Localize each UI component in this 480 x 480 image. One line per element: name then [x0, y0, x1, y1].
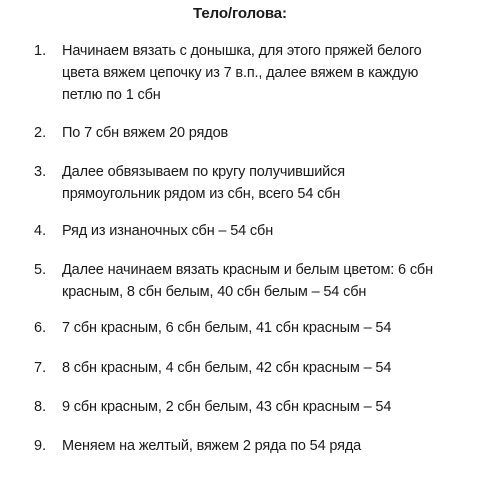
list-item-number: 6.	[34, 320, 47, 336]
list-item-number: 9.	[34, 438, 47, 454]
list-item-text: Далее обвязываем по кругу получившийся прямоугольник рядом из сбн, всего 54 сбн	[62, 164, 345, 202]
list-item-number: 5.	[34, 262, 47, 278]
document-title: Тело/голова:	[193, 5, 287, 22]
list-item-number: 8.	[34, 399, 47, 415]
list-item-text: Начинаем вязать с донышка, для этого пряжей белого цвета вяжем цепочку из 7 в.п., далее вяжем в каждую петлю по 1 сбн	[62, 43, 422, 103]
list-item-text: 8 сбн красным, 4 сбн белым, 42 сбн красным – 54	[62, 360, 392, 376]
list-item-text: По 7 сбн вяжем 20 рядов	[62, 125, 229, 141]
list-item-number: 3.	[34, 164, 47, 180]
list-item-number: 4.	[34, 223, 47, 239]
list-item-number: 1.	[34, 43, 47, 59]
list-item-text: Ряд из изнаночных сбн – 54 сбн	[62, 223, 274, 239]
list-item-text: Меняем на желтый, вяжем 2 ряда по 54 ряда	[62, 438, 362, 454]
list-item-text: Далее начинаем вязать красным и белым цветом: 6 сбн красным, 8 сбн белым, 40 сбн белым – 54 сбн	[62, 262, 433, 300]
list-item-number: 7.	[34, 360, 47, 376]
list-item-text: 9 сбн красным, 2 сбн белым, 43 сбн красным – 54	[62, 399, 392, 415]
list-item-text: 7 сбн красным, 6 сбн белым, 41 сбн красным – 54	[62, 320, 392, 336]
list-item-number: 2.	[34, 125, 47, 141]
